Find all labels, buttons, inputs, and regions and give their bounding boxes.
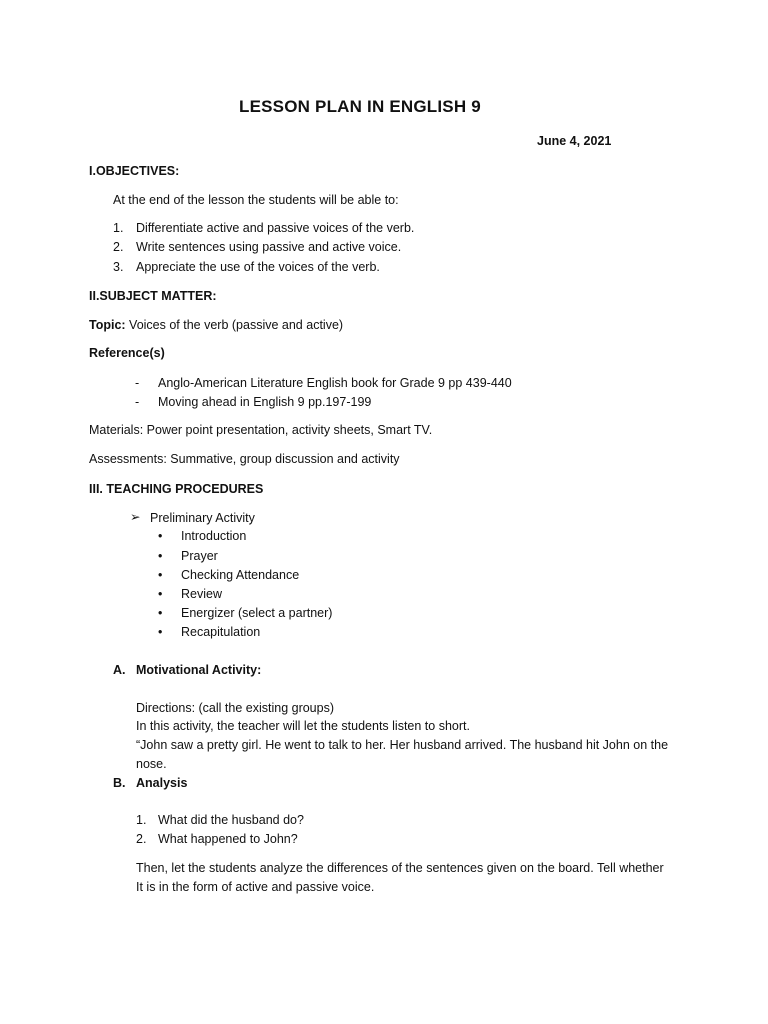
list-number: 2. [136,832,147,846]
analysis-closing-line: It is in the form of active and passive voice. [136,880,375,894]
preliminary-item: Energizer (select a partner) [181,606,333,620]
arrow-bullet-icon: ➢ [130,510,141,524]
list-dash: - [135,376,140,390]
materials-line: Materials: Power point presentation, activity sheets, Smart TV. [89,423,433,437]
bullet-icon: • [158,587,163,601]
reference-item: Anglo-American Literature English book for Grade 9 pp 439-440 [158,376,512,390]
analysis-heading: Analysis [136,776,188,790]
section-letter: A. [113,663,126,677]
assessments-line: Assessments: Summative, group discussion and activity [89,452,400,466]
preliminary-item: Introduction [181,529,247,543]
list-dash: - [135,395,140,409]
topic-value: Voices of the verb (passive and active) [125,318,344,332]
preliminary-item: Recapitulation [181,625,261,639]
topic-line [89,319,343,332]
list-number: 1. [113,221,124,235]
preliminary-activity-label: Preliminary Activity [150,511,255,525]
bullet-icon: • [158,529,163,543]
analysis-question: What did the husband do? [158,813,304,827]
reference-item: Moving ahead in English 9 pp.197-199 [158,395,372,409]
topic-label: Topic: [89,318,126,332]
objective-item: Differentiate active and passive voices of the verb. [136,221,415,235]
bullet-icon: • [158,606,163,620]
subject-matter-heading: II.SUBJECT MATTER: [89,289,217,303]
document-title: LESSON PLAN IN ENGLISH 9 [239,97,481,116]
document-date: June 4, 2021 [537,134,612,148]
analysis-closing-line: Then, let the students analyze the differences of the sentences given on the board. Tell whether [136,861,664,875]
section-letter: B. [113,776,126,790]
analysis-question: What happened to John? [158,832,298,846]
reference-heading: Reference(s) [89,346,165,360]
objectives-intro: At the end of the lesson the students will be able to: [113,193,399,207]
objectives-heading: I.OBJECTIVES: [89,164,180,178]
motivational-line: “John saw a pretty girl. He went to talk to her. Her husband arrived. The husband hit John on the [136,738,669,752]
preliminary-item: Prayer [181,549,218,563]
objective-item: Write sentences using passive and active voice. [136,240,402,254]
list-number: 3. [113,260,124,274]
motivational-line: Directions: (call the existing groups) [136,701,334,715]
motivational-heading: Motivational Activity: [136,663,262,677]
preliminary-item: Review [181,587,222,601]
preliminary-item: Checking Attendance [181,568,300,582]
procedures-heading: III. TEACHING PROCEDURES [89,482,264,496]
list-number: 1. [136,813,147,827]
bullet-icon: • [158,625,163,639]
motivational-line: nose. [136,757,167,771]
list-number: 2. [113,240,124,254]
objective-item: Appreciate the use of the voices of the verb. [136,260,380,274]
motivational-line: In this activity, the teacher will let the students listen to short. [136,719,470,733]
bullet-icon: • [158,568,163,582]
bullet-icon: • [158,549,163,563]
